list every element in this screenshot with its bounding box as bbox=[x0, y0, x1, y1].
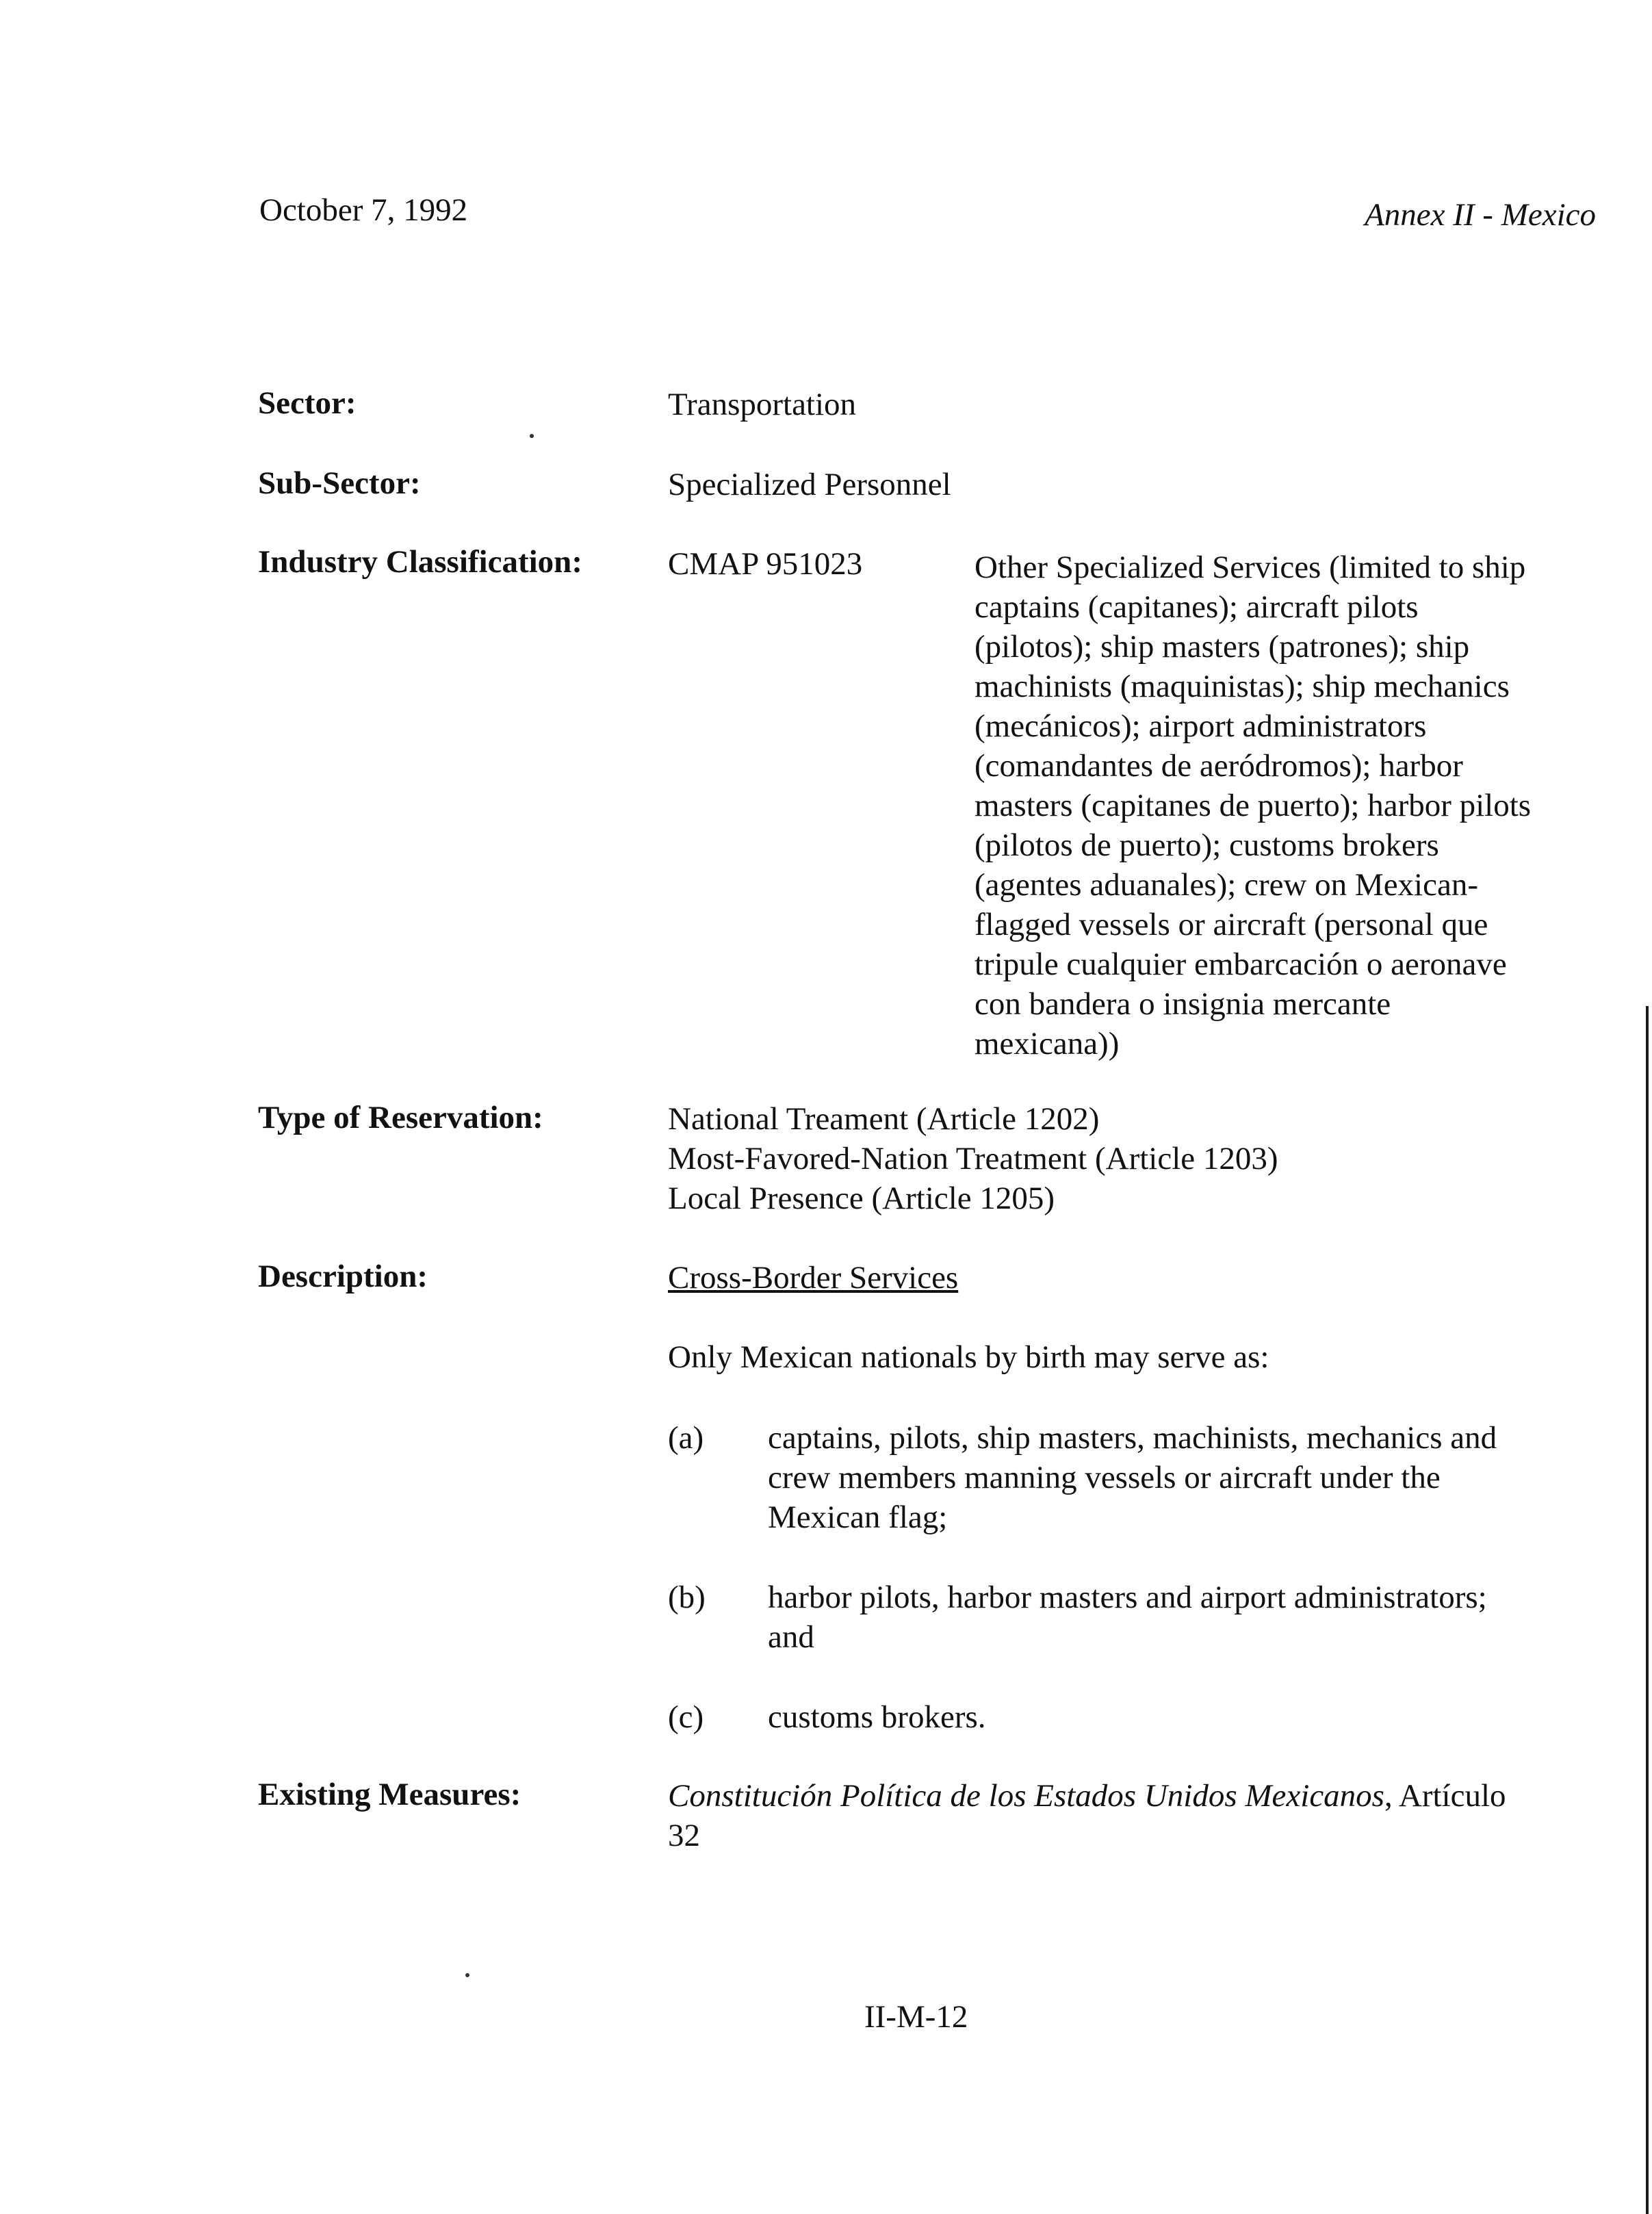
subsector-value: Specialized Personnel bbox=[668, 467, 951, 502]
existing-measures-value bbox=[668, 1776, 1506, 1855]
constitution-title: Constitución Política de los Estados Unidos Mexicanos bbox=[668, 1778, 1384, 1814]
item-line: harbor pilots, harbor masters and airport administrators; bbox=[768, 1580, 1487, 1615]
item-line: captains, pilots, ship masters, machinists, mechanics and bbox=[768, 1420, 1497, 1456]
industry-description-line: Other Specialized Services (limited to ship bbox=[975, 550, 1526, 585]
reservation-type-label: Type of Reservation: bbox=[258, 1100, 543, 1135]
industry-classification-label: Industry Classification: bbox=[258, 544, 582, 580]
industry-description-line: (pilotos); ship masters (patrones); ship bbox=[975, 629, 1470, 665]
reservation-type-list bbox=[668, 1099, 1278, 1218]
subsector-label: Sub-Sector: bbox=[258, 465, 421, 501]
scan-speck bbox=[530, 434, 534, 438]
item-line: crew members manning vessels or aircraft under the bbox=[768, 1460, 1441, 1495]
industry-description bbox=[975, 548, 1611, 1064]
existing-measures-line bbox=[668, 1776, 1506, 1816]
annex-title: Annex II - Mexico bbox=[1365, 197, 1596, 233]
reservation-type-item: National Treament (Article 1202) bbox=[668, 1101, 1100, 1137]
item-c-letter: (c) bbox=[668, 1699, 704, 1735]
industry-description-line: captains (capitanes); aircraft pilots bbox=[975, 589, 1419, 625]
description-label: Description: bbox=[258, 1259, 428, 1294]
item-a-letter: (a) bbox=[668, 1420, 704, 1456]
description-intro: Only Mexican nationals by birth may serve as: bbox=[668, 1339, 1269, 1375]
item-line: customs brokers. bbox=[768, 1699, 986, 1735]
scan-speck bbox=[465, 1973, 469, 1977]
reservation-type-item: Local Presence (Article 1205) bbox=[668, 1181, 1055, 1216]
industry-code: CMAP 951023 bbox=[668, 546, 863, 582]
sector-value: Transportation bbox=[668, 387, 857, 422]
industry-description-line: (comandantes de aeródromos); harbor bbox=[975, 748, 1463, 784]
item-line: and bbox=[768, 1619, 814, 1655]
industry-description-line: (agentes aduanales); crew on Mexican- bbox=[975, 867, 1478, 903]
article-reference: , Artículo bbox=[1384, 1778, 1506, 1814]
industry-description-line: masters (capitanes de puerto); harbor pilots bbox=[975, 788, 1532, 823]
description-heading: Cross-Border Services bbox=[668, 1260, 959, 1296]
item-line: Mexican flag; bbox=[768, 1499, 948, 1535]
reservation-type-item: Most-Favored-Nation Treatment (Article 1203) bbox=[668, 1141, 1278, 1176]
article-number: 32 bbox=[668, 1818, 700, 1853]
industry-description-line: con bandera o insignia mercante bbox=[975, 986, 1391, 1022]
sector-label: Sector: bbox=[258, 385, 357, 421]
industry-description-line: machinists (maquinistas); ship mechanics bbox=[975, 669, 1510, 704]
scan-edge-rule bbox=[1646, 1006, 1649, 2214]
page-number: II-M-12 bbox=[864, 1999, 968, 2035]
industry-description-line: (pilotos de puerto); customs brokers bbox=[975, 827, 1439, 863]
industry-description-line: tripule cualquier embarcación o aeronave bbox=[975, 947, 1507, 982]
item-c-text bbox=[768, 1697, 1616, 1737]
existing-measures-label: Existing Measures: bbox=[258, 1777, 521, 1812]
item-b-letter: (b) bbox=[668, 1580, 706, 1615]
item-a-text bbox=[768, 1418, 1616, 1537]
industry-description-line: flagged vessels or aircraft (personal que bbox=[975, 907, 1488, 942]
item-b-text bbox=[768, 1578, 1616, 1657]
industry-description-line: (mecánicos); airport administrators bbox=[975, 708, 1427, 744]
industry-description-line: mexicana)) bbox=[975, 1026, 1120, 1061]
document-date: October 7, 1992 bbox=[259, 192, 468, 228]
